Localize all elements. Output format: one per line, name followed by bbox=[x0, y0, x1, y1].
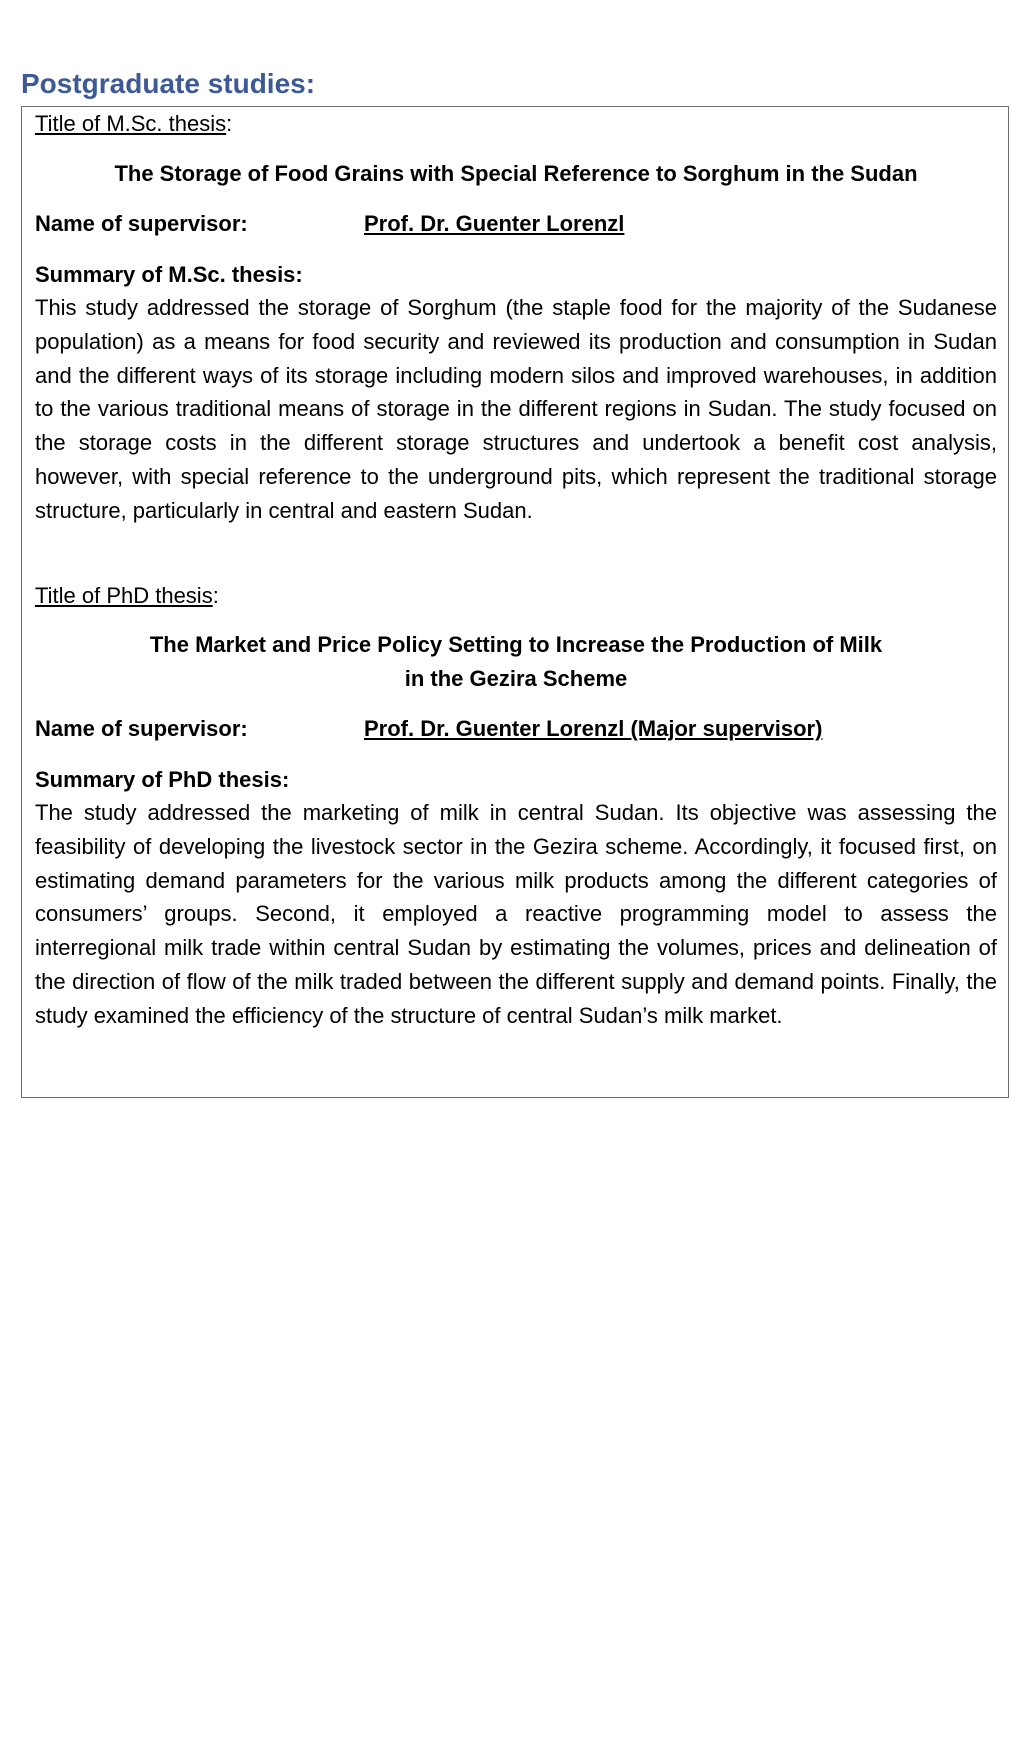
phd-supervisor-label: Name of supervisor: bbox=[35, 716, 248, 741]
msc-title-label: Title of M.Sc. thesis bbox=[35, 111, 227, 136]
phd-summary-label: Summary of PhD thesis: bbox=[35, 767, 290, 792]
msc-supervisor-label: Name of supervisor: bbox=[35, 211, 248, 236]
phd-title-label-colon: : bbox=[212, 583, 219, 608]
msc-title-label-colon: : bbox=[226, 111, 233, 136]
msc-summary-label: Summary of M.Sc. thesis: bbox=[35, 262, 303, 287]
phd-supervisor-name: Prof. Dr. Guenter Lorenzl (Major supervisor) bbox=[364, 716, 823, 741]
section-heading: Postgraduate studies: bbox=[21, 68, 316, 99]
phd-thesis-title-line1: The Market and Price Policy Setting to Increase the Production of Milk bbox=[149, 632, 883, 657]
msc-supervisor-name: Prof. Dr. Guenter Lorenzl bbox=[364, 211, 625, 236]
phd-title-label: Title of PhD thesis bbox=[35, 583, 213, 608]
phd-thesis-title-line2: in the Gezira Scheme bbox=[404, 666, 628, 691]
msc-thesis-title: The Storage of Food Grains with Special Reference to Sorghum in the Sudan bbox=[114, 161, 918, 186]
phd-title-label-row bbox=[35, 579, 219, 613]
thesis-info-box bbox=[21, 106, 1009, 1098]
msc-summary-text: This study addressed the storage of Sorghum (the staple food for the majority of the Sudanese population) as a means for food security and reviewed its production and consumption in Sudan and the different ways of its storage including modern silos and improved warehouses, in addition to the various traditional means of storage in the different regions in Sudan. The study focused on the storage costs in the different storage structures and undertook a benefit cost analysis, however, with special reference to the underground pits, which represent the traditional storage structure, particularly in central and eastern Sudan. bbox=[35, 295, 997, 523]
msc-title-label-row bbox=[35, 107, 232, 141]
phd-summary-text: The study addressed the marketing of milk in central Sudan. Its objective was assessing the feasibility of developing the livestock sector in the Gezira scheme. Accordingly, it focused first, on estimating demand parameters for the various milk products among the different categories of consumers’ groups. Second, it employed a reactive programming model to assess the interregional milk trade within central Sudan by estimating the volumes, prices and delineation of the direction of flow of the milk traded between the different supply and demand points. Finally, the study examined the efficiency of the structure of central Sudan’s milk market. bbox=[35, 800, 997, 1028]
